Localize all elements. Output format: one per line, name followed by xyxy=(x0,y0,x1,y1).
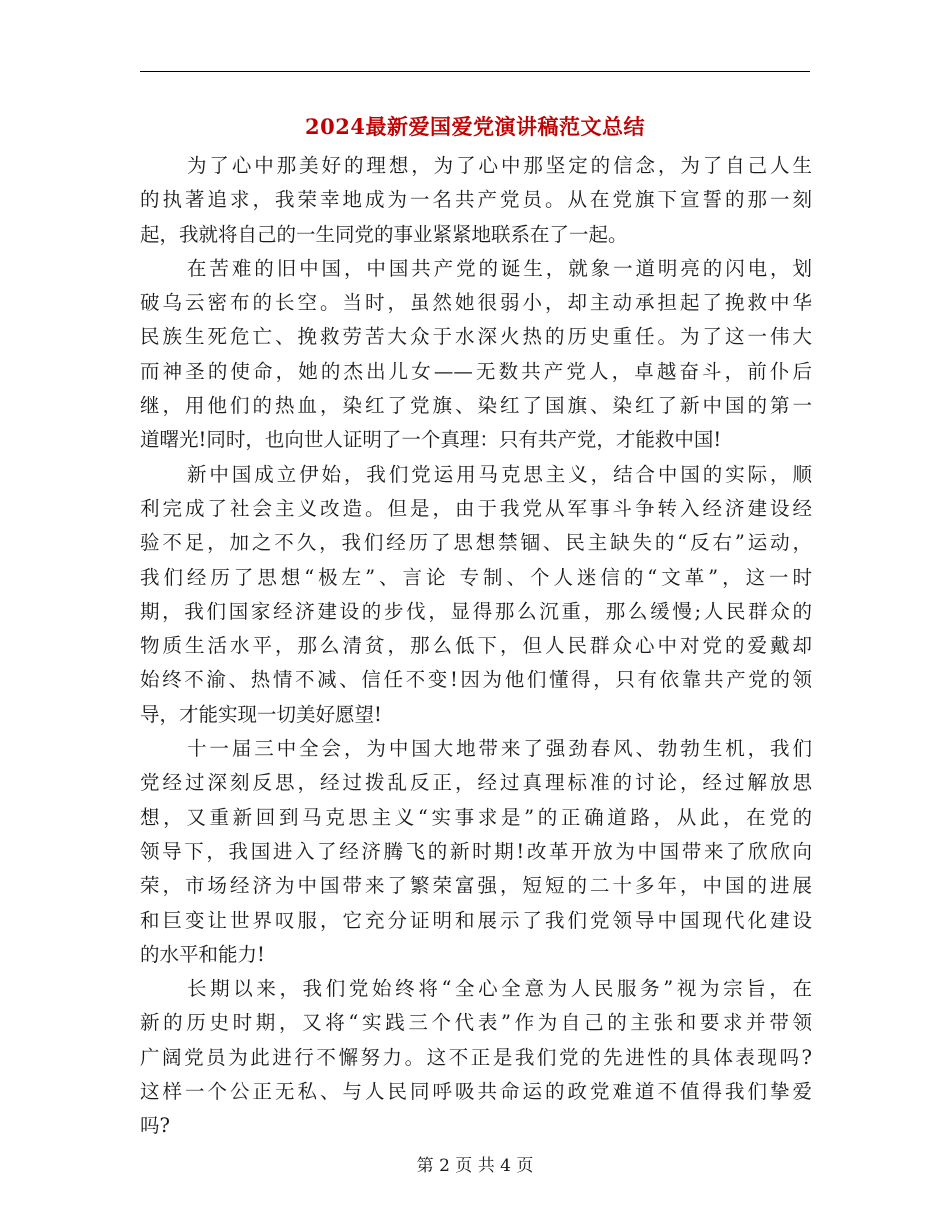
paragraph-line: 物质生活水平，那么清贫，那么低下，但人民群众心中对党的爱戴却 xyxy=(140,634,812,658)
paragraph-line: 这样一个公正无私、与人民同呼吸共命运的政党难道不值得我们挚爱 xyxy=(140,1080,812,1104)
paragraph-line: 利完成了社会主义改造。但是，由于我党从军事斗争转入经济建设经 xyxy=(140,496,812,520)
paragraph-line: 民族生死危亡、挽救劳苦大众于水深火热的历史重任。为了这一伟大 xyxy=(140,325,812,349)
paragraph-line: 长期以来，我们党始终将“全心全意为人民服务”视为宗旨，在 xyxy=(187,977,812,1001)
paragraph-line: 的执著追求，我荣幸地成为一名共产党员。从在党旗下宣誓的那一刻 xyxy=(140,188,812,212)
paragraph-line: 领导下，我国进入了经济腾飞的新时期!改革开放为中国带来了欣欣向 xyxy=(140,839,812,863)
document-title: 2024最新爱国爱党演讲稿范文总结 xyxy=(305,114,645,139)
paragraph-line: 党经过深刻反思，经过拨乱反正，经过真理标准的讨论，经过解放思 xyxy=(140,771,812,795)
paragraph-line: 验不足，加之不久，我们经历了思想禁锢、民主缺失的“反右”运动， xyxy=(140,531,812,555)
header-rule xyxy=(140,71,810,72)
paragraph xyxy=(140,252,812,458)
paragraph-line: 想，又重新回到马克思主义“实事求是”的正确道路，从此，在党的 xyxy=(140,805,812,829)
paragraph-line: 荣，市场经济为中国带来了繁荣富强，短短的二十多年，中国的进展 xyxy=(140,874,812,898)
paragraph xyxy=(140,458,812,732)
page-footer: 第 2 页 共 4 页 xyxy=(416,1156,534,1176)
paragraph-line: 我们经历了思想“极左”、言论 专制、个人迷信的“文革”，这一时 xyxy=(140,565,812,589)
paragraph-line: 在苦难的旧中国，中国共产党的诞生，就象一道明亮的闪电，划 xyxy=(187,256,812,280)
paragraph xyxy=(140,149,812,252)
paragraph-line: 破乌云密布的长空。当时，虽然她很弱小，却主动承担起了挽救中华 xyxy=(140,291,812,315)
paragraph-line: 而神圣的使命，她的杰出儿女——无数共产党人，卓越奋斗，前仆后 xyxy=(140,359,812,383)
paragraph-line: 广阔党员为此进行不懈努力。这不正是我们党的先进性的具体表现吗? xyxy=(140,1045,812,1069)
paragraph-line: 期，我们国家经济建设的步伐，显得那么沉重，那么缓慢;人民群众的 xyxy=(140,599,812,623)
paragraph-line: 新的历史时期，又将“实践三个代表”作为自己的主张和要求并带领 xyxy=(140,1011,812,1035)
paragraph-line: 继，用他们的热血，染红了党旗、染红了国旗、染红了新中国的第一 xyxy=(140,394,812,418)
paragraph-line: 十一届三中全会，为中国大地带来了强劲春风、勃勃生机，我们 xyxy=(187,737,812,761)
paragraph xyxy=(140,972,812,1143)
paragraph xyxy=(140,732,812,972)
paragraph-line: 起，我就将自己的一生同党的事业紧紧地联系在了一起。 xyxy=(140,222,628,246)
paragraph-line: 的水平和能力! xyxy=(140,942,265,966)
paragraph-line: 始终不渝、热情不减、信任不变!因为他们懂得，只有依靠共产党的领 xyxy=(140,668,812,692)
document-body xyxy=(140,149,812,1144)
paragraph-line: 吗? xyxy=(140,1114,170,1138)
paragraph-line: 导，才能实现一切美好愿望! xyxy=(140,702,382,726)
paragraph-line: 道曙光!同时，也向世人证明了一个真理：只有共产党，才能救中国! xyxy=(140,428,722,452)
paragraph-line: 新中国成立伊始，我们党运用马克思主义，结合中国的实际，顺 xyxy=(187,462,812,486)
paragraph-line: 和巨变让世界叹服，它充分证明和展示了我们党领导中国现代化建设 xyxy=(140,908,812,932)
paragraph-line: 为了心中那美好的理想，为了心中那坚定的信念，为了自己人生 xyxy=(187,154,812,177)
